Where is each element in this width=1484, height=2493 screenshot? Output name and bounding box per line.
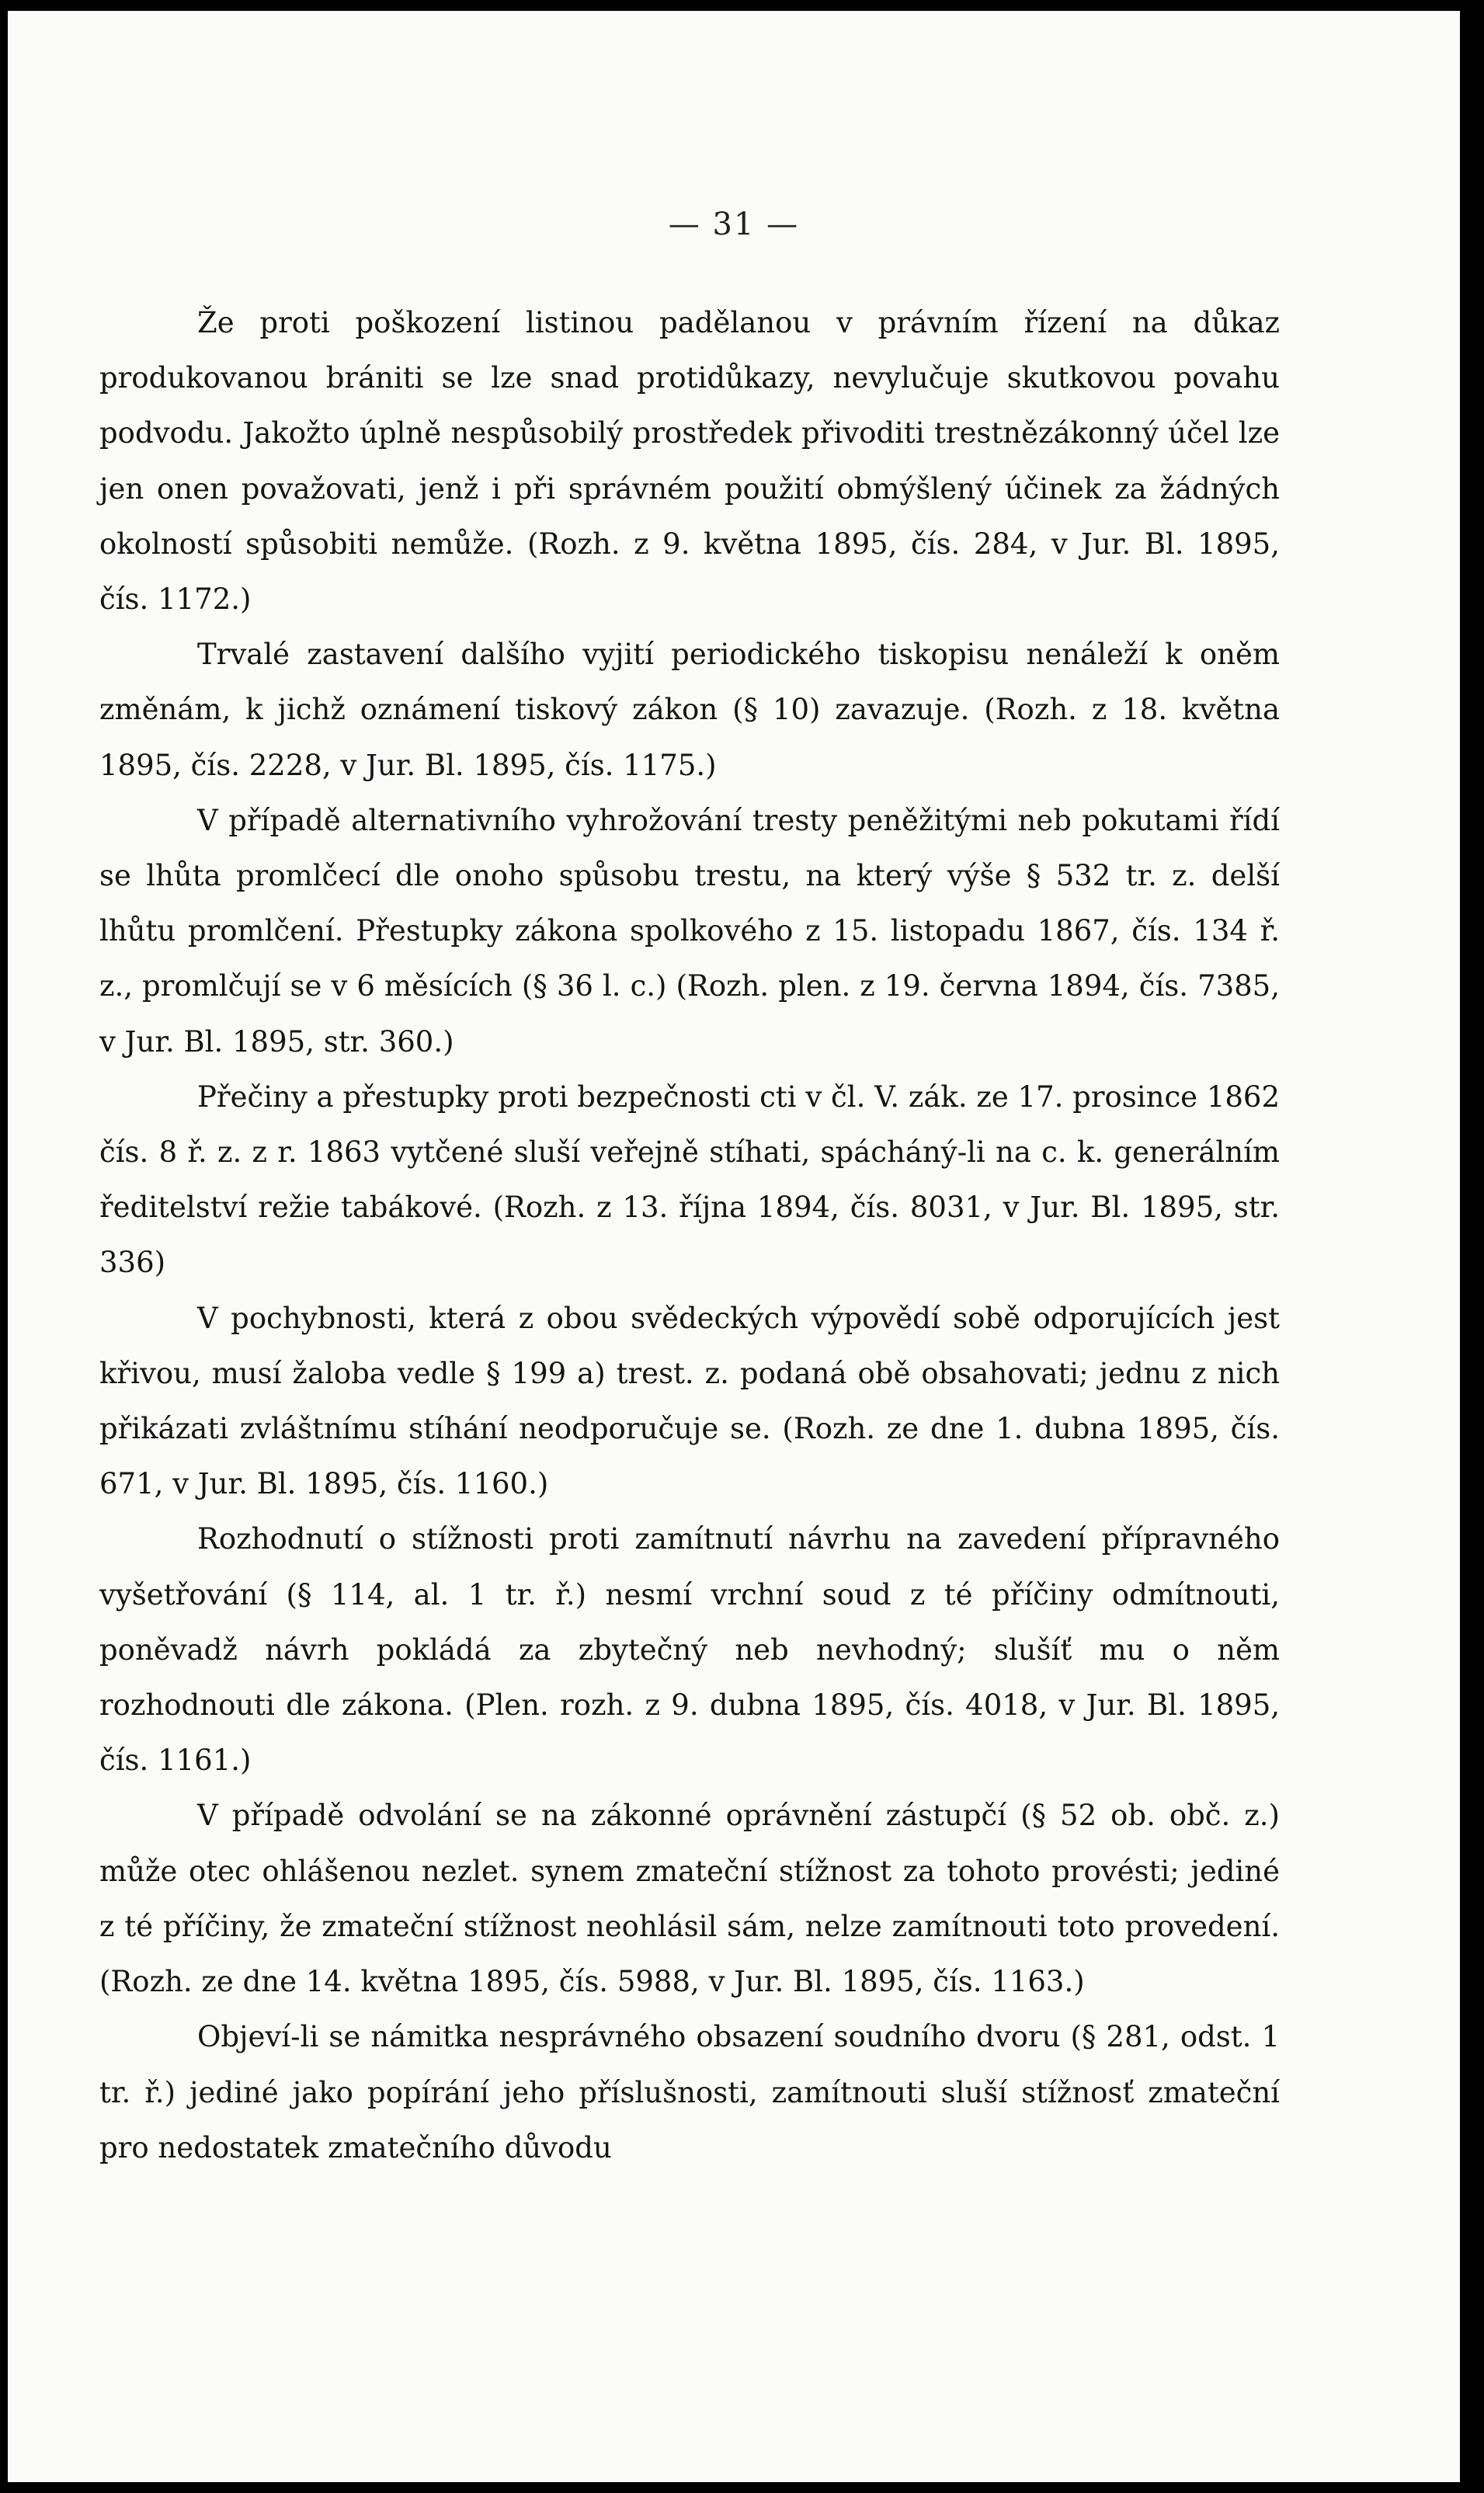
paragraph-3: V případě alternativního vyhrožování tresty peněžitými neb pokutami řídí se lhůta promlčecí dle onoho spůsobu trestu, na který výše § 532 tr. z. delší lhůtu promlčení. Přestupky zákona spolkového z 15. listopadu 1867, čís. 134 ř. z., promlčují se v 6 měsících (§ 36 l. c.) (Rozh. plen. z 19. června 1894, čís. 7385, v Jur. Bl. 1895, str. 360.) bbox=[99, 803, 1280, 1059]
book-page bbox=[8, 11, 1460, 2482]
paragraph-2: Trvalé zastavení dalšího vyjití periodického tiskopisu nenáleží k oněm změnám, k jichž oznámení tiskový zákon (§ 10) zavazuje. (Rozh. z 18. května 1895, čís. 2228, v Jur. Bl. 1895, čís. 1175.) bbox=[99, 638, 1280, 782]
paragraph-5: V pochybnosti, která z obou svědeckých výpovědí sobě odporujících jest křivou, musí žaloba vedle § 199 a) trest. z. podaná obě obsahovati; jednu z nich přikázati zvláštnímu stíhání neodporučuje se. (Rozh. ze dne 1. dubna 1895, čís. 671, v Jur. Bl. 1895, čís. 1160.) bbox=[99, 1301, 1280, 1501]
paragraph-7: V případě odvolání se na zákonné oprávnění zástupčí (§ 52 ob. obč. z.) může otec ohlášenou nezlet. synem zmateční stížnost za tohoto provésti; jediné z té příčiny, že zmateční stížnost neohlásil sám, nelze zamítnouti toto provedení. (Rozh. ze dne 14. května 1895, čís. 5988, v Jur. Bl. 1895, čís. 1163.) bbox=[99, 1799, 1280, 1999]
paragraph-8: Objeví-li se námitka nesprávného obsazení soudního dvoru (§ 281, odst. 1 tr. ř.) jediné jako popírání jeho příslušnosti, zamítnouti sluší stížnosť zmateční pro nedostatek zmatečního důvodu bbox=[99, 2020, 1280, 2164]
paragraph-1: Že proti poškození listinou padělanou v právním řízení na důkaz produkovanou brániti se lze snad protidůkazy, nevylučuje skutkovou povahu podvodu. Jakožto úplně nespůsobilý prostředek přivoditi trestnězákonný účel lze jen onen považovati, jenž i při správném použití obmýšlený účinek za žádných okolností spůsobiti nemůže. (Rozh. z 9. května 1895, čís. 284, v Jur. Bl. 1895, čís. 1172.) bbox=[99, 306, 1280, 617]
paragraph-4: Přečiny a přestupky proti bezpečnosti cti v čl. V. zák. ze 17. prosince 1862 čís. 8 ř. z. z r. 1863 vytčené sluší veřejně stíhati, spácháný-li na c. k. generálním ředitelství režie tabákové. (Rozh. z 13. října 1894, čís. 8031, v Jur. Bl. 1895, str. 336) bbox=[99, 1080, 1280, 1280]
page-body bbox=[99, 295, 1280, 2175]
page-number: — 31 — bbox=[668, 207, 800, 242]
paragraph-6: Rozhodnutí o stížnosti proti zamítnutí návrhu na zavedení přípravného vyšetřování (§ 114, al. 1 tr. ř.) nesmí vrchní soud z té příčiny odmítnouti, poněvadž návrh pokládá za zbytečný neb nevhodný; slušíť mu o něm rozhodnouti dle zákona. (Plen. rozh. z 9. dubna 1895, čís. 4018, v Jur. Bl. 1895, čís. 1161.) bbox=[99, 1522, 1280, 1778]
